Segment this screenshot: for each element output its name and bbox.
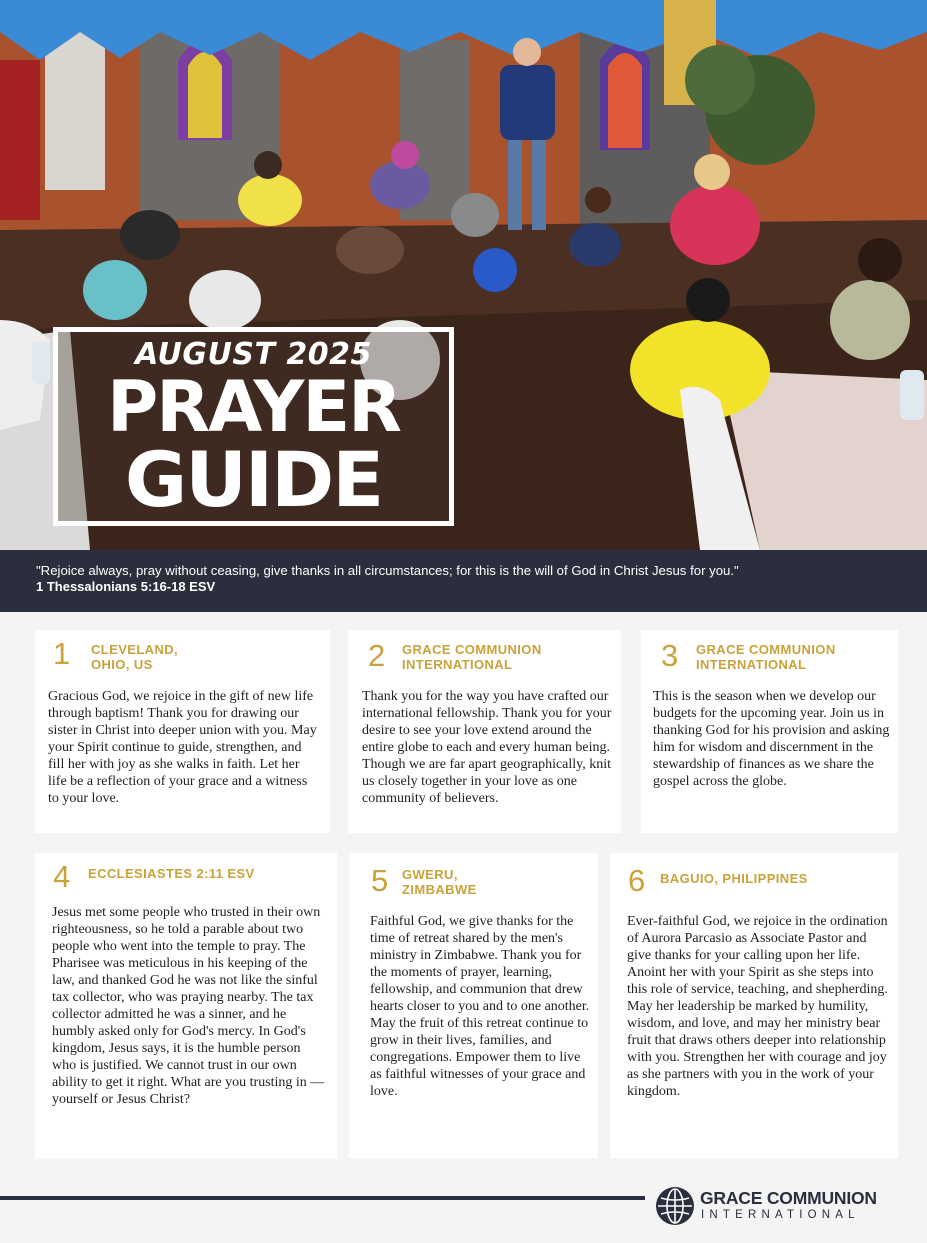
card-heading: CLEVELAND, OHIO, US	[91, 642, 179, 672]
logo-wordmark-top: GRACE COMMUNION	[700, 1188, 877, 1208]
globe-icon	[654, 1185, 696, 1227]
card-prayer-text: Gracious God, we rejoice in the gift of new life through baptism! Thank you for drawing our sister in Christ into deeper union with you. May your Spirit continue to guide, strengthen, and fill her with joy as she walks in faith. Let her life be a reflection of your grace and a witness to your love.	[48, 689, 317, 806]
card-heading: GWERU, ZIMBABWE	[402, 867, 477, 897]
prayer-card-1	[35, 630, 330, 833]
card-prayer-text: Jesus met some people who trusted in their own righteousness, so he told a parable about two people who went into the temple to pray. The Pharisee was meticulous in his keeping of the law, and thanked God he was not like the sinful tax collector, who was praying nearby. The tax collector admitted he was a sinner, and he humbly asked only for God's mercy. In God's kingdom, Jesus says, it is the humble person who is justified. We cannot trust in our own ability to get it right. What are you trusting in — yourself or Jesus Christ?	[52, 905, 325, 1107]
card-heading: GRACE COMMUNION INTERNATIONAL	[402, 642, 542, 672]
prayer-card-5	[349, 853, 598, 1158]
prayer-card-2	[348, 630, 621, 833]
card-prayer-text: Faithful God, we give thanks for the time of retreat shared by the men's ministry in Zimbabwe. Thank you for the moments of prayer, learning, fellowship, and communion that drew hearts closer to you and to one another. May the fruit of this retreat continue to grow in their lives, families, and congregations. Empower them to live as faithful witnesses of your grace and love.	[370, 914, 590, 1099]
card-number: 3	[661, 638, 679, 673]
gci-logo	[654, 1184, 904, 1230]
guide-title-prayer: PRAYER	[106, 366, 401, 448]
card-number: 1	[53, 636, 71, 671]
title-box	[53, 327, 454, 526]
card-number: 6	[628, 863, 646, 898]
card-heading: ECCLESIASTES 2:11 ESV	[88, 866, 255, 881]
scripture-quote: "Rejoice always, pray without ceasing, give thanks in all circumstances; for this is the will of God in Christ Jesus for you."	[36, 563, 739, 578]
prayer-card-4	[35, 853, 337, 1158]
card-heading: GRACE COMMUNION INTERNATIONAL	[696, 642, 836, 672]
prayer-card-3	[641, 630, 898, 833]
hero-photo	[0, 0, 927, 550]
card-heading: BAGUIO, PHILIPPINES	[660, 871, 808, 886]
guide-month: AUGUST 2025	[135, 337, 372, 372]
card-number: 5	[371, 863, 389, 898]
prayer-card-6	[610, 853, 898, 1158]
card-number: 4	[53, 859, 71, 894]
card-prayer-text: Thank you for the way you have crafted our international fellowship. Thank you for your desire to see your love extend around the entire globe to each and every human being. Though we are far apart geographically, knit us closely together in your love as one community of believers.	[362, 689, 612, 806]
card-prayer-text: Ever-faithful God, we rejoice in the ordination of Aurora Parcasio as Associate Pastor and give thanks for your calling upon her life. Anoint her with your Spirit as she steps into this role of service, teaching, and shepherding. May her leadership be marked by humility, wisdom, and love, and may her ministry bear fruit that draws others deeper into relationship with you. Strengthen her with courage and joy as she partners with you in the work of your kingdom.	[627, 914, 888, 1099]
card-prayer-text: This is the season when we develop our budgets for the upcoming year. Join us in thanking God for his provision and asking him for wisdom and discernment in the stewardship of finances as we share the gospel across the globe.	[653, 689, 890, 789]
scripture-banner	[0, 550, 927, 612]
logo-wordmark-bottom: INTERNATIONAL	[701, 1209, 860, 1221]
scripture-reference: 1 Thessalonians 5:16-18 ESV	[36, 579, 216, 594]
footer-divider	[0, 1196, 645, 1200]
card-number: 2	[368, 638, 386, 673]
guide-title-guide: GUIDE	[124, 435, 383, 524]
